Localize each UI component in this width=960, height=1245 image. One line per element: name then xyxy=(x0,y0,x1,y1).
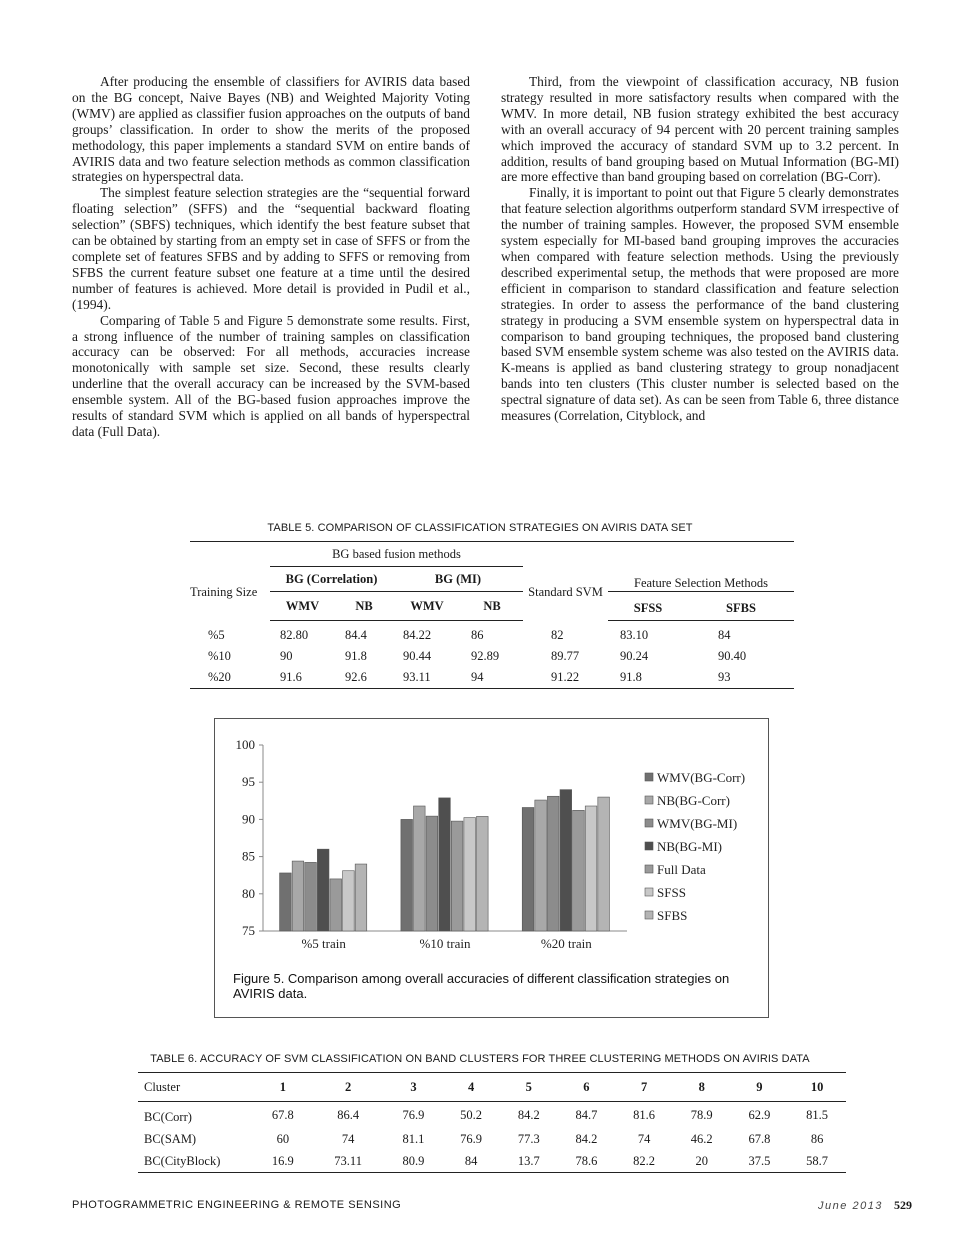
table5-caption: TABLE 5. COMPARISON OF CLASSIFICATION STRATEGIES ON AVIRIS DATA SET xyxy=(267,522,693,534)
journal-name: PHOTOGRAMMETRIC ENGINEERING & REMOTE SENSING xyxy=(72,1199,402,1211)
bar xyxy=(522,807,534,931)
table6-cell: 58.7 xyxy=(806,1153,829,1168)
bar xyxy=(426,816,438,931)
y-tick-label: 95 xyxy=(242,774,255,790)
table6-cell: 81.5 xyxy=(806,1107,829,1122)
table6-cell: BC(CityBlock) xyxy=(144,1153,221,1168)
legend-label: WMV(BG-MI) xyxy=(657,816,738,831)
table6-header-cell: 4 xyxy=(442,1073,500,1102)
table6-cell: 67.8 xyxy=(271,1107,294,1122)
table6-cell: 81.6 xyxy=(633,1107,655,1122)
issue-date: June 2013 xyxy=(818,1200,883,1212)
table5-row xyxy=(190,667,794,689)
bar xyxy=(280,873,292,931)
right-paragraph-2: Finally, it is important to point out that Figure 5 clearly demonstrates that feature selection algorithms outperform standard SVM irrespective of the number of training samples. However, the proposed SVM ensemble system especially for MI-based band grouping improves the accuracies when compared with feature selection methods. Using the previously described experimental setup, the methods that were proposed are more efficient in comparison to standard classification and feature selection strategies. In order to assess the performance of the band clustering strategy in producing a SVM ensemble system on hyperspectral data in comparison to band grouping techniques, the proposed band clustering based SVM ensemble system scheme was also tested on the AVIRIS data. K-means is applied as band clustering strategy to group nonadjacent bands into ten clusters (This cluster number is selected based on the spectral signature of data set). As can be seen from Table 6, three distance measures (Correlation, Cityblock, and xyxy=(501,185,899,424)
table6-header-cell: 1 xyxy=(254,1073,312,1102)
table5-row xyxy=(190,621,794,647)
table5-header-bg-mi: BG (MI) xyxy=(393,567,523,592)
table5-cell: 91.8 xyxy=(620,670,642,684)
bar xyxy=(451,821,463,931)
table5-cell: 91.22 xyxy=(551,670,580,684)
legend-swatch xyxy=(645,842,653,850)
table5-cell: 82 xyxy=(551,627,564,642)
bar xyxy=(343,871,355,931)
table5-cell: 92.6 xyxy=(345,670,367,684)
right-text-column xyxy=(501,74,899,424)
table5-cell: 82.80 xyxy=(280,628,309,642)
table6-cell: 86 xyxy=(810,1131,824,1146)
table6-cell: BC(Corr) xyxy=(144,1109,192,1124)
left-paragraph-1: After producing the ensemble of classifiers for AVIRIS data based on the BG concept, Naive Bayes (NB) and Weighted Majority Voting (WMV) are applied as classifier fusion approaches on the outputs of band groups’ classification. In order to show the merits of the proposed methodology, this paper implements a standard SVM on entire bands of AVIRIS data and two feature selection methods as common classification strategies on hyperspectral data. xyxy=(72,74,470,185)
table5-cell: %10 xyxy=(208,649,231,663)
table5-subheader: WMV xyxy=(270,592,335,621)
table6-header-cell: 6 xyxy=(558,1073,616,1102)
left-paragraph-2: The simplest feature selection strategies are the “sequential forward floating selection” (SFFS) and the “sequential backward floating selection” (SBFS) techniques, which identify the best feature subset that can be obtained by starting from an empty set in case of SFFS or from the complete set of features SFBS and by adding to SFFS or removing from SFBS the current feature subset one feature at a time until the desired number of features is achieved. More detail is provided in Pudil et al., (1994). xyxy=(72,185,470,312)
bar xyxy=(477,816,489,931)
table5-subheader: NB xyxy=(461,592,523,621)
table6-cell: 73.11 xyxy=(334,1153,362,1168)
table6-header-cell: 7 xyxy=(615,1073,673,1102)
table6-cell: 67.8 xyxy=(748,1131,771,1146)
table6-cell: 82.2 xyxy=(633,1153,655,1168)
table6-header-cell: 10 xyxy=(788,1073,846,1102)
legend-swatch xyxy=(645,888,653,896)
table6 xyxy=(138,1072,846,1173)
table5-cell: 90.44 xyxy=(403,649,432,663)
y-tick-label: 85 xyxy=(242,848,255,864)
table5-cell: 86 xyxy=(471,628,484,642)
table5-header-training-size: Training Size xyxy=(190,584,258,599)
table5-cell: 90.40 xyxy=(718,649,747,663)
legend-swatch xyxy=(645,796,653,804)
table6-cell: 84.2 xyxy=(575,1131,598,1146)
figure5 xyxy=(214,718,769,1018)
bar xyxy=(598,797,610,931)
page-footer xyxy=(818,1198,912,1213)
left-paragraph-3: Comparing of Table 5 and Figure 5 demonstrate some results. First, a strong influence of the number of training samples on classification accuracy can be observed: For all methods, accuracies increase monotonically with sample set size. Second, these results clearly underline that the overall accuracy can be increased by the SVM-based ensemble system. All of the BG-based fusion approaches improve the results of standard SVM which is applied on all bands of hyperspectral data (Full Data). xyxy=(72,312,470,439)
table6-caption: TABLE 6. ACCURACY OF SVM CLASSIFICATION ON BAND CLUSTERS FOR THREE CLUSTERING METHODS ON AVIRIS DATA xyxy=(150,1053,810,1065)
bar xyxy=(305,862,317,931)
table5-cell: 84.22 xyxy=(403,628,432,642)
legend-swatch xyxy=(645,773,653,781)
table6-header-cell: 3 xyxy=(385,1073,443,1102)
table5-header-feature-selection: Feature Selection Methods xyxy=(608,542,794,592)
table5-cell: 83.10 xyxy=(620,628,649,642)
y-tick-label: 100 xyxy=(235,737,255,752)
table6-header-cell: 8 xyxy=(673,1073,731,1102)
legend-label: SFBS xyxy=(657,908,688,923)
table5-cell: 84.4 xyxy=(345,628,367,642)
bar xyxy=(585,806,597,931)
table5-header-standard-svm: Standard SVM xyxy=(528,584,603,599)
table5-header-bg-corr: BG (Correlation) xyxy=(270,567,393,592)
table5-subheader: WMV xyxy=(393,592,461,621)
bar-chart xyxy=(215,719,767,969)
table6-cell: 16.9 xyxy=(271,1153,294,1168)
bar xyxy=(401,819,413,931)
bar xyxy=(317,849,329,931)
table6-header-cell: 5 xyxy=(500,1073,558,1102)
table6-cell: 20 xyxy=(695,1153,708,1168)
table6-header-cell: 9 xyxy=(731,1073,789,1102)
legend-swatch xyxy=(645,819,653,827)
x-tick-label: %20 train xyxy=(540,936,592,951)
bar xyxy=(547,796,559,931)
table5-row xyxy=(190,646,794,667)
bar xyxy=(330,879,342,931)
table5-cell: 92.89 xyxy=(471,649,500,663)
legend-label: Full Data xyxy=(657,862,706,877)
table5-cell: 91.6 xyxy=(280,670,302,684)
table6-cell: 86.4 xyxy=(337,1107,360,1122)
table6-cell: 84.7 xyxy=(575,1107,598,1122)
table5-cell: %20 xyxy=(208,670,231,684)
legend-label: NB(BG-Corr) xyxy=(657,793,730,808)
right-paragraph-1: Third, from the viewpoint of classification accuracy, NB fusion strategy resulted in more satisfactory results when compared with the WMV. In more detail, NB fusion strategy exhibited the best accuracy with an overall accuracy of 94 percent with 20 percent training samples which improved the accuracy of standard SVM up to 3.2 percent. In addition, results of band grouping based on Mutual Information (BG-MI) are more effective than band grouping based on correlation (BG-Corr). xyxy=(501,74,899,185)
table6-header-cell: 2 xyxy=(312,1073,385,1102)
y-tick-label: 90 xyxy=(242,811,255,827)
table6-cell: 37.5 xyxy=(748,1153,771,1168)
table5-cell: 93.11 xyxy=(403,670,431,684)
table5-cell: %5 xyxy=(208,627,225,642)
y-tick-label: 75 xyxy=(242,923,255,938)
legend-swatch xyxy=(645,911,653,919)
table6-cell: BC(SAM) xyxy=(144,1131,197,1146)
bar xyxy=(560,790,572,931)
table6-cell: 74 xyxy=(341,1131,355,1146)
bar xyxy=(292,861,304,931)
left-text-column xyxy=(72,74,470,440)
table5-cell: 94 xyxy=(471,670,484,684)
table6-cell: 50.2 xyxy=(460,1107,483,1122)
table5 xyxy=(190,541,794,689)
table5-subheader: SFSS xyxy=(608,592,688,621)
y-tick-label: 80 xyxy=(242,885,255,901)
table6-cell: 60 xyxy=(276,1131,290,1146)
table6-cell: 80.9 xyxy=(402,1153,425,1168)
bar xyxy=(464,818,476,931)
table6-cell: 78.9 xyxy=(690,1107,713,1122)
table6-row xyxy=(138,1150,846,1173)
legend-label: WMV(BG-Corr) xyxy=(657,770,746,785)
legend-swatch xyxy=(645,865,653,873)
table5-cell: 84 xyxy=(718,628,731,642)
legend-label: SFSS xyxy=(657,885,686,900)
table5-header-bg-group: BG based fusion methods xyxy=(332,546,461,561)
legend-label: NB(BG-MI) xyxy=(657,839,722,854)
table5-subheader: SFBS xyxy=(688,592,794,621)
table6-cell: 78.6 xyxy=(575,1153,598,1168)
table6-header-row xyxy=(138,1073,846,1102)
table5-cell: 93 xyxy=(718,670,731,684)
table5-cell: 89.77 xyxy=(551,649,580,663)
bar xyxy=(414,806,426,931)
table5-subheader: NB xyxy=(335,592,393,621)
table6-cell: 76.9 xyxy=(460,1131,483,1146)
table6-row xyxy=(138,1128,846,1150)
table6-row xyxy=(138,1102,846,1129)
x-tick-label: %10 train xyxy=(419,936,471,951)
page-number: 529 xyxy=(894,1198,912,1212)
bar xyxy=(355,864,367,931)
table6-cell: 76.9 xyxy=(402,1107,425,1122)
table5-cell: 90 xyxy=(280,649,293,663)
table6-cell: 74 xyxy=(637,1131,651,1146)
table5-cell: 90.24 xyxy=(620,649,649,663)
table6-cell: 81.1 xyxy=(402,1131,425,1146)
bar xyxy=(535,800,547,931)
figure5-caption: Figure 5. Comparison among overall accuracies of different classification strategies on AVIRIS data. xyxy=(233,971,730,1001)
table6-cell: 84.2 xyxy=(517,1107,540,1122)
bar xyxy=(573,810,585,931)
x-tick-label: %5 train xyxy=(301,936,346,951)
table6-cell: 13.7 xyxy=(517,1153,540,1168)
table6-cell: 62.9 xyxy=(748,1107,771,1122)
table5-cell: 91.8 xyxy=(345,649,367,663)
table6-cell: 77.3 xyxy=(517,1131,540,1146)
table6-cell: 46.2 xyxy=(690,1131,713,1146)
table6-cell: 84 xyxy=(464,1153,478,1168)
bar xyxy=(439,798,451,931)
table6-header-cell: Cluster xyxy=(138,1073,254,1102)
